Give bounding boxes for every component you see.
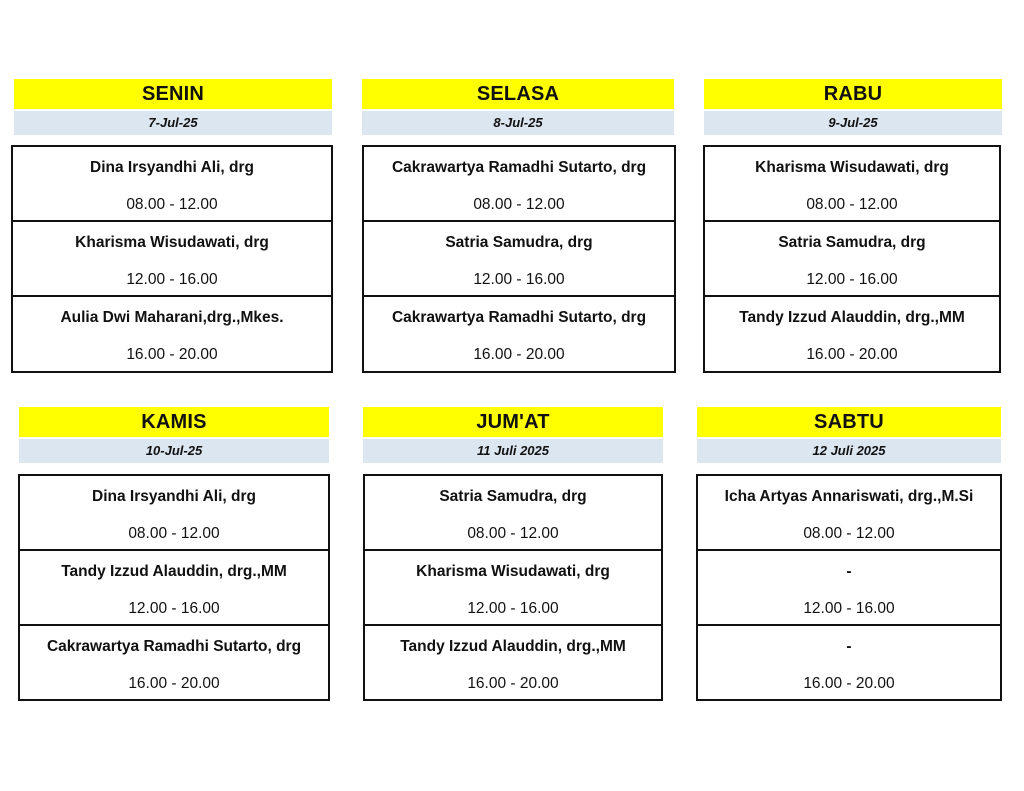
- schedule-slot: [13, 297, 331, 372]
- shift-time: 12.00 - 16.00: [128, 600, 220, 617]
- doctor-name: Tandy Izzud Alauddin, drg.,MM: [739, 309, 965, 326]
- day-date: 9-Jul-25: [704, 111, 1002, 135]
- day-date: 8-Jul-25: [362, 111, 674, 135]
- shift-time: 08.00 - 12.00: [128, 525, 220, 542]
- day-name: SENIN: [14, 79, 332, 109]
- schedule-slot: [13, 222, 331, 297]
- schedule-slot: [364, 297, 674, 372]
- day-date: 7-Jul-25: [14, 111, 332, 135]
- shift-time: 08.00 - 12.00: [126, 196, 218, 213]
- day-name: RABU: [704, 79, 1002, 109]
- shift-time: 08.00 - 12.00: [467, 525, 559, 542]
- shift-time: 16.00 - 20.00: [473, 346, 565, 363]
- day-name: SELASA: [362, 79, 674, 109]
- day-sabtu: [697, 407, 1001, 463]
- shift-time: 12.00 - 16.00: [467, 600, 559, 617]
- shift-time: 08.00 - 12.00: [806, 196, 898, 213]
- schedule-slot: [20, 551, 328, 626]
- schedule-slot: [364, 222, 674, 297]
- schedule-table-rabu: [703, 145, 1001, 373]
- schedule-table-senin: [11, 145, 333, 373]
- schedule-table-sabtu: [696, 474, 1002, 701]
- day-date: 10-Jul-25: [19, 439, 329, 463]
- shift-time: 16.00 - 20.00: [803, 675, 895, 692]
- shift-time: 08.00 - 12.00: [803, 525, 895, 542]
- shift-time: 16.00 - 20.00: [128, 675, 220, 692]
- schedule-slot: [698, 626, 1000, 701]
- schedule-table-jumat: [363, 474, 663, 701]
- schedule-slot: [365, 476, 661, 551]
- schedule-slot: [698, 551, 1000, 626]
- day-kamis: [19, 407, 329, 463]
- doctor-name: Icha Artyas Annariswati, drg.,M.Si: [724, 488, 974, 505]
- day-name: JUM'AT: [363, 407, 663, 437]
- day-rabu: [704, 79, 1002, 135]
- doctor-name: Kharisma Wisudawati, drg: [75, 234, 269, 251]
- schedule-slot: [13, 147, 331, 222]
- schedule-slot: [705, 297, 999, 372]
- shift-time: 08.00 - 12.00: [473, 196, 565, 213]
- day-senin: [14, 79, 332, 135]
- doctor-name: Dina Irsyandhi Ali, drg: [92, 488, 256, 505]
- shift-time: 12.00 - 16.00: [806, 271, 898, 288]
- day-name: KAMIS: [19, 407, 329, 437]
- doctor-name: Kharisma Wisudawati, drg: [416, 563, 610, 580]
- schedule-table-selasa: [362, 145, 676, 373]
- shift-time: 12.00 - 16.00: [473, 271, 565, 288]
- doctor-name: -: [846, 563, 852, 580]
- shift-time: 16.00 - 20.00: [467, 675, 559, 692]
- doctor-name: Cakrawartya Ramadhi Sutarto, drg: [46, 638, 302, 655]
- schedule-slot: [705, 147, 999, 222]
- schedule-slot: [698, 476, 1000, 551]
- doctor-name: Cakrawartya Ramadhi Sutarto, drg: [391, 159, 647, 176]
- shift-time: 16.00 - 20.00: [126, 346, 218, 363]
- schedule-slot: [365, 626, 661, 701]
- schedule-slot: [364, 147, 674, 222]
- schedule-table-kamis: [18, 474, 330, 701]
- shift-time: 16.00 - 20.00: [806, 346, 898, 363]
- shift-time: 12.00 - 16.00: [803, 600, 895, 617]
- day-date: 11 Juli 2025: [363, 439, 663, 463]
- doctor-name: Satria Samudra, drg: [439, 488, 587, 505]
- doctor-name: Satria Samudra, drg: [445, 234, 593, 251]
- day-name: SABTU: [697, 407, 1001, 437]
- doctor-name: Dina Irsyandhi Ali, drg: [90, 159, 254, 176]
- doctor-name: Tandy Izzud Alauddin, drg.,MM: [61, 563, 287, 580]
- day-selasa: [362, 79, 674, 135]
- shift-time: 12.00 - 16.00: [126, 271, 218, 288]
- day-date: 12 Juli 2025: [697, 439, 1001, 463]
- doctor-name: Satria Samudra, drg: [778, 234, 926, 251]
- day-jumat: [363, 407, 663, 463]
- schedule-slot: [20, 476, 328, 551]
- doctor-name: Cakrawartya Ramadhi Sutarto, drg: [391, 309, 647, 326]
- schedule-slot: [20, 626, 328, 701]
- schedule-slot: [365, 551, 661, 626]
- doctor-name: -: [846, 638, 852, 655]
- doctor-name: Kharisma Wisudawati, drg: [755, 159, 949, 176]
- doctor-name: Aulia Dwi Maharani,drg.,Mkes.: [60, 309, 284, 326]
- schedule-slot: [705, 222, 999, 297]
- doctor-name: Tandy Izzud Alauddin, drg.,MM: [400, 638, 626, 655]
